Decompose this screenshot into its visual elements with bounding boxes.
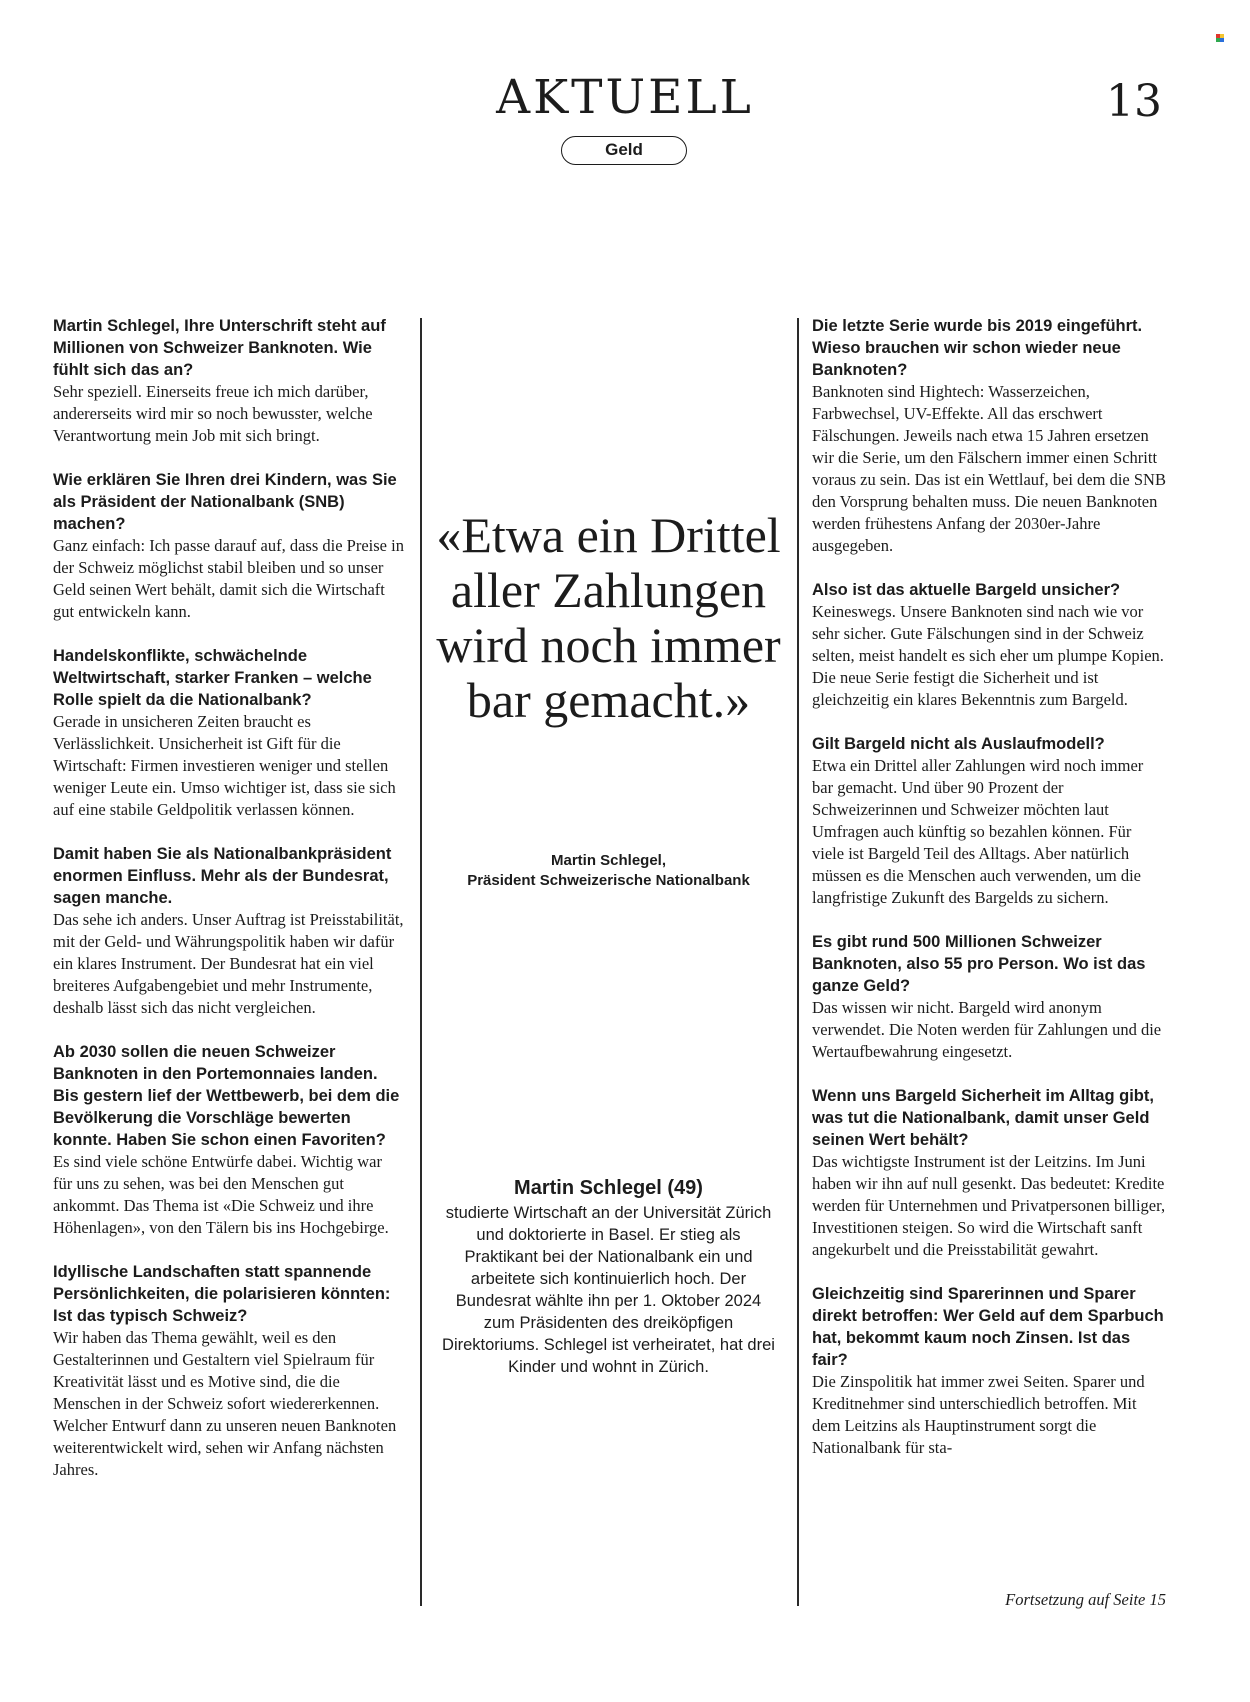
interview-question: Wie erklären Sie Ihren drei Kindern, was Sie als Präsident der Nationalbank (SNB) machen? [53, 471, 397, 533]
continuation-note: Fortsetzung auf Seite 15 [1005, 1590, 1166, 1609]
qa-block [53, 1261, 405, 1481]
interview-question: Gleichzeitig sind Sparerinnen und Sparer direkt betroffen: Wer Geld auf dem Sparbuch hat, bekommt kaum noch Zinsen. Ist das fair? [812, 1285, 1164, 1369]
qa-block [53, 1041, 405, 1239]
interview-answer: Sehr speziell. Einerseits freue ich mich darüber, andererseits wird mir so noch bewusster, welche Verantwortung mein Job mit sich bringt. [53, 382, 373, 445]
qa-block [53, 315, 405, 447]
qa-block [812, 1283, 1167, 1459]
interview-question: Idyllische Landschaften statt spannende Persönlichkeiten, die polarisieren könnten: Ist das typisch Schweiz? [53, 1263, 391, 1325]
pull-quote-author-name: Martin Schlegel, [550, 852, 667, 869]
interview-answer: Das wichtigste Instrument ist der Leitzins. Im Juni haben wir ihn auf null gesenkt. Das bedeutet: Kredite werden für Unternehmen und Privatpersonen billiger, Investitionen steigen. So wird die Wirtschaft sanft angekurbelt und die Preisstabilität gewahrt. [812, 1152, 1166, 1259]
page-number: 13 [1106, 76, 1162, 127]
interview-answer: Keineswegs. Unsere Banknoten sind nach wie vor sehr sicher. Gute Fälschungen sind in der Schweiz selten, meist handelt es sich eher um plumpe Kopien. Die neue Serie festigt die Sicherheit und ist gleichzeitig ein klares Bekenntnis zum Bargeld. [812, 602, 1164, 709]
interview-question: Die letzte Serie wurde bis 2019 eingeführt. Wieso brauchen wir schon wieder neue Banknoten? [812, 317, 1143, 379]
qa-block [812, 579, 1167, 711]
interview-column-left [53, 315, 405, 1503]
column-divider-right [797, 318, 799, 1606]
qa-block [53, 645, 405, 821]
interview-question: Ab 2030 sollen die neuen Schweizer Banknoten in den Portemonnaies landen. Bis gestern lief der Wettbewerb, bei dem die Bevölkerung die Vorschläge bewerten konnte. Haben Sie schon einen Favoriten? [53, 1043, 400, 1149]
interview-answer: Banknoten sind Hightech: Wasserzeichen, Farbwechsel, UV-Effekte. All das erschwert Fälschungen. Jeweils nach etwa 15 Jahren ersetzen wir die Serie, um den Fälschern immer einen Schritt voraus zu sein. Das ist ein Wettlauf, bei dem die SNB den Vorsprung behalten muss. Die neuen Banknoten werden frühestens Anfang der 2030er-Jahre ausgegeben. [812, 382, 1166, 555]
qa-block [812, 1085, 1167, 1261]
print-color-marks [1216, 34, 1224, 42]
pull-quote-attribution [430, 851, 787, 891]
bio-name: Martin Schlegel (49) [514, 1177, 703, 1199]
interview-question: Wenn uns Bargeld Sicherheit im Alltag gibt, was tut die Nationalbank, damit unser Geld seinen Wert behält? [812, 1087, 1154, 1149]
color-mark-blue [1220, 38, 1224, 42]
interview-answer: Wir haben das Thema gewählt, weil es den Gestalterinnen und Gestaltern viel Spielraum für Kreativität lässt und es Motive sind, die die Menschen in der Schweiz sofort wiedererkennen. Welcher Entwurf dann zu unseren neuen Banknoten weiterentwickelt wird, sehen wir Anfang nächsten Jahres. [53, 1328, 397, 1479]
qa-block [53, 469, 405, 623]
interview-column-right [812, 315, 1167, 1481]
pull-quote-author-role: Präsident Schweizerische Nationalbank [467, 872, 750, 889]
section-header-title: AKTUELL [496, 70, 754, 125]
interview-question: Es gibt rund 500 Millionen Schweizer Banknoten, also 55 pro Person. Wo ist das ganze Geld? [812, 933, 1146, 995]
interview-question: Handelskonflikte, schwächelnde Weltwirtschaft, starker Franken – welche Rolle spielt da die Nationalbank? [53, 647, 372, 709]
interview-question: Gilt Bargeld nicht als Auslaufmodell? [812, 735, 1105, 753]
interview-answer: Die Zinspolitik hat immer zwei Seiten. Sparer und Kreditnehmer sind unterschiedlich betroffen. Mit dem Leitzins als Hauptinstrument sorgt die Nationalbank für sta- [812, 1372, 1145, 1457]
interview-answer: Etwa ein Drittel aller Zahlungen wird noch immer bar gemacht. Und über 90 Prozent der Schweizerinnen und Schweizer möchten laut Umfragen auch künftig so bezahlen können. Für viele ist Bargeld Teil des Alltags. Aber natürlich müssen es die Menschen auch verwenden, um die langfristige Zukunft des Bargelds zu sichern. [812, 756, 1144, 907]
bio-box [440, 1175, 777, 1378]
interview-answer: Das wissen wir nicht. Bargeld wird anonym verwendet. Die Noten werden für Zahlungen und die Wertaufbewahrung eingesetzt. [812, 998, 1162, 1061]
interview-answer: Gerade in unsicheren Zeiten braucht es Verlässlichkeit. Unsicherheit ist Gift für die Wirtschaft: Firmen investieren weniger und stellen weniger Leute ein. Umso wichtiger ist, dass sie sich auf eine stabile Geldpolitik verlassen können. [53, 712, 396, 819]
interview-question: Martin Schlegel, Ihre Unterschrift steht auf Millionen von Schweizer Banknoten. Wie fühlt sich das an? [53, 317, 386, 379]
section-tag-pill: Geld [561, 136, 687, 165]
qa-block [53, 843, 405, 1019]
interview-question: Also ist das aktuelle Bargeld unsicher? [812, 581, 1121, 599]
qa-block [812, 931, 1167, 1063]
interview-answer: Das sehe ich anders. Unser Auftrag ist Preisstabilität, mit der Geld- und Währungspolitik haben wir dafür ein klares Instrument. Der Bundesrat hat ein viel breiteres Aufgabengebiet und mehr Instrumente, deshalb lässt sich das nicht vergleichen. [53, 910, 404, 1017]
pull-quote: «Etwa ein Drittel aller Zahlungen wird noch immer bar gemacht.» [436, 507, 781, 728]
interview-answer: Es sind viele schöne Entwürfe dabei. Wichtig war für uns zu sehen, was bei den Menschen gut ankommt. Das Thema ist «Die Schweiz und ihre Höhenlagen», von den Tälern bis ins Hochgebirge. [53, 1152, 389, 1237]
column-divider-left [420, 318, 422, 1606]
interview-answer: Ganz einfach: Ich passe darauf auf, dass die Preise in der Schweiz möglichst stabil bleiben und so unser Geld seinen Wert behält, damit sich die Wirtschaft gut entwickeln kann. [53, 536, 404, 621]
bio-text: studierte Wirtschaft an der Universität Zürich und doktorierte in Basel. Er stieg als Praktikant bei der Nationalbank ein und arbeitete sich kontinuierlich hoch. Der Bundesrat wählte ihn per 1. Oktober 2024 zum Präsidenten des dreiköpfigen Direktoriums. Schlegel ist verheiratet, hat drei Kinder und wohnt in Zürich. [442, 1204, 775, 1376]
interview-question: Damit haben Sie als Nationalbankpräsident enormen Einfluss. Mehr als der Bundesrat, sagen manche. [53, 845, 392, 907]
qa-block [812, 315, 1167, 557]
qa-block [812, 733, 1167, 909]
